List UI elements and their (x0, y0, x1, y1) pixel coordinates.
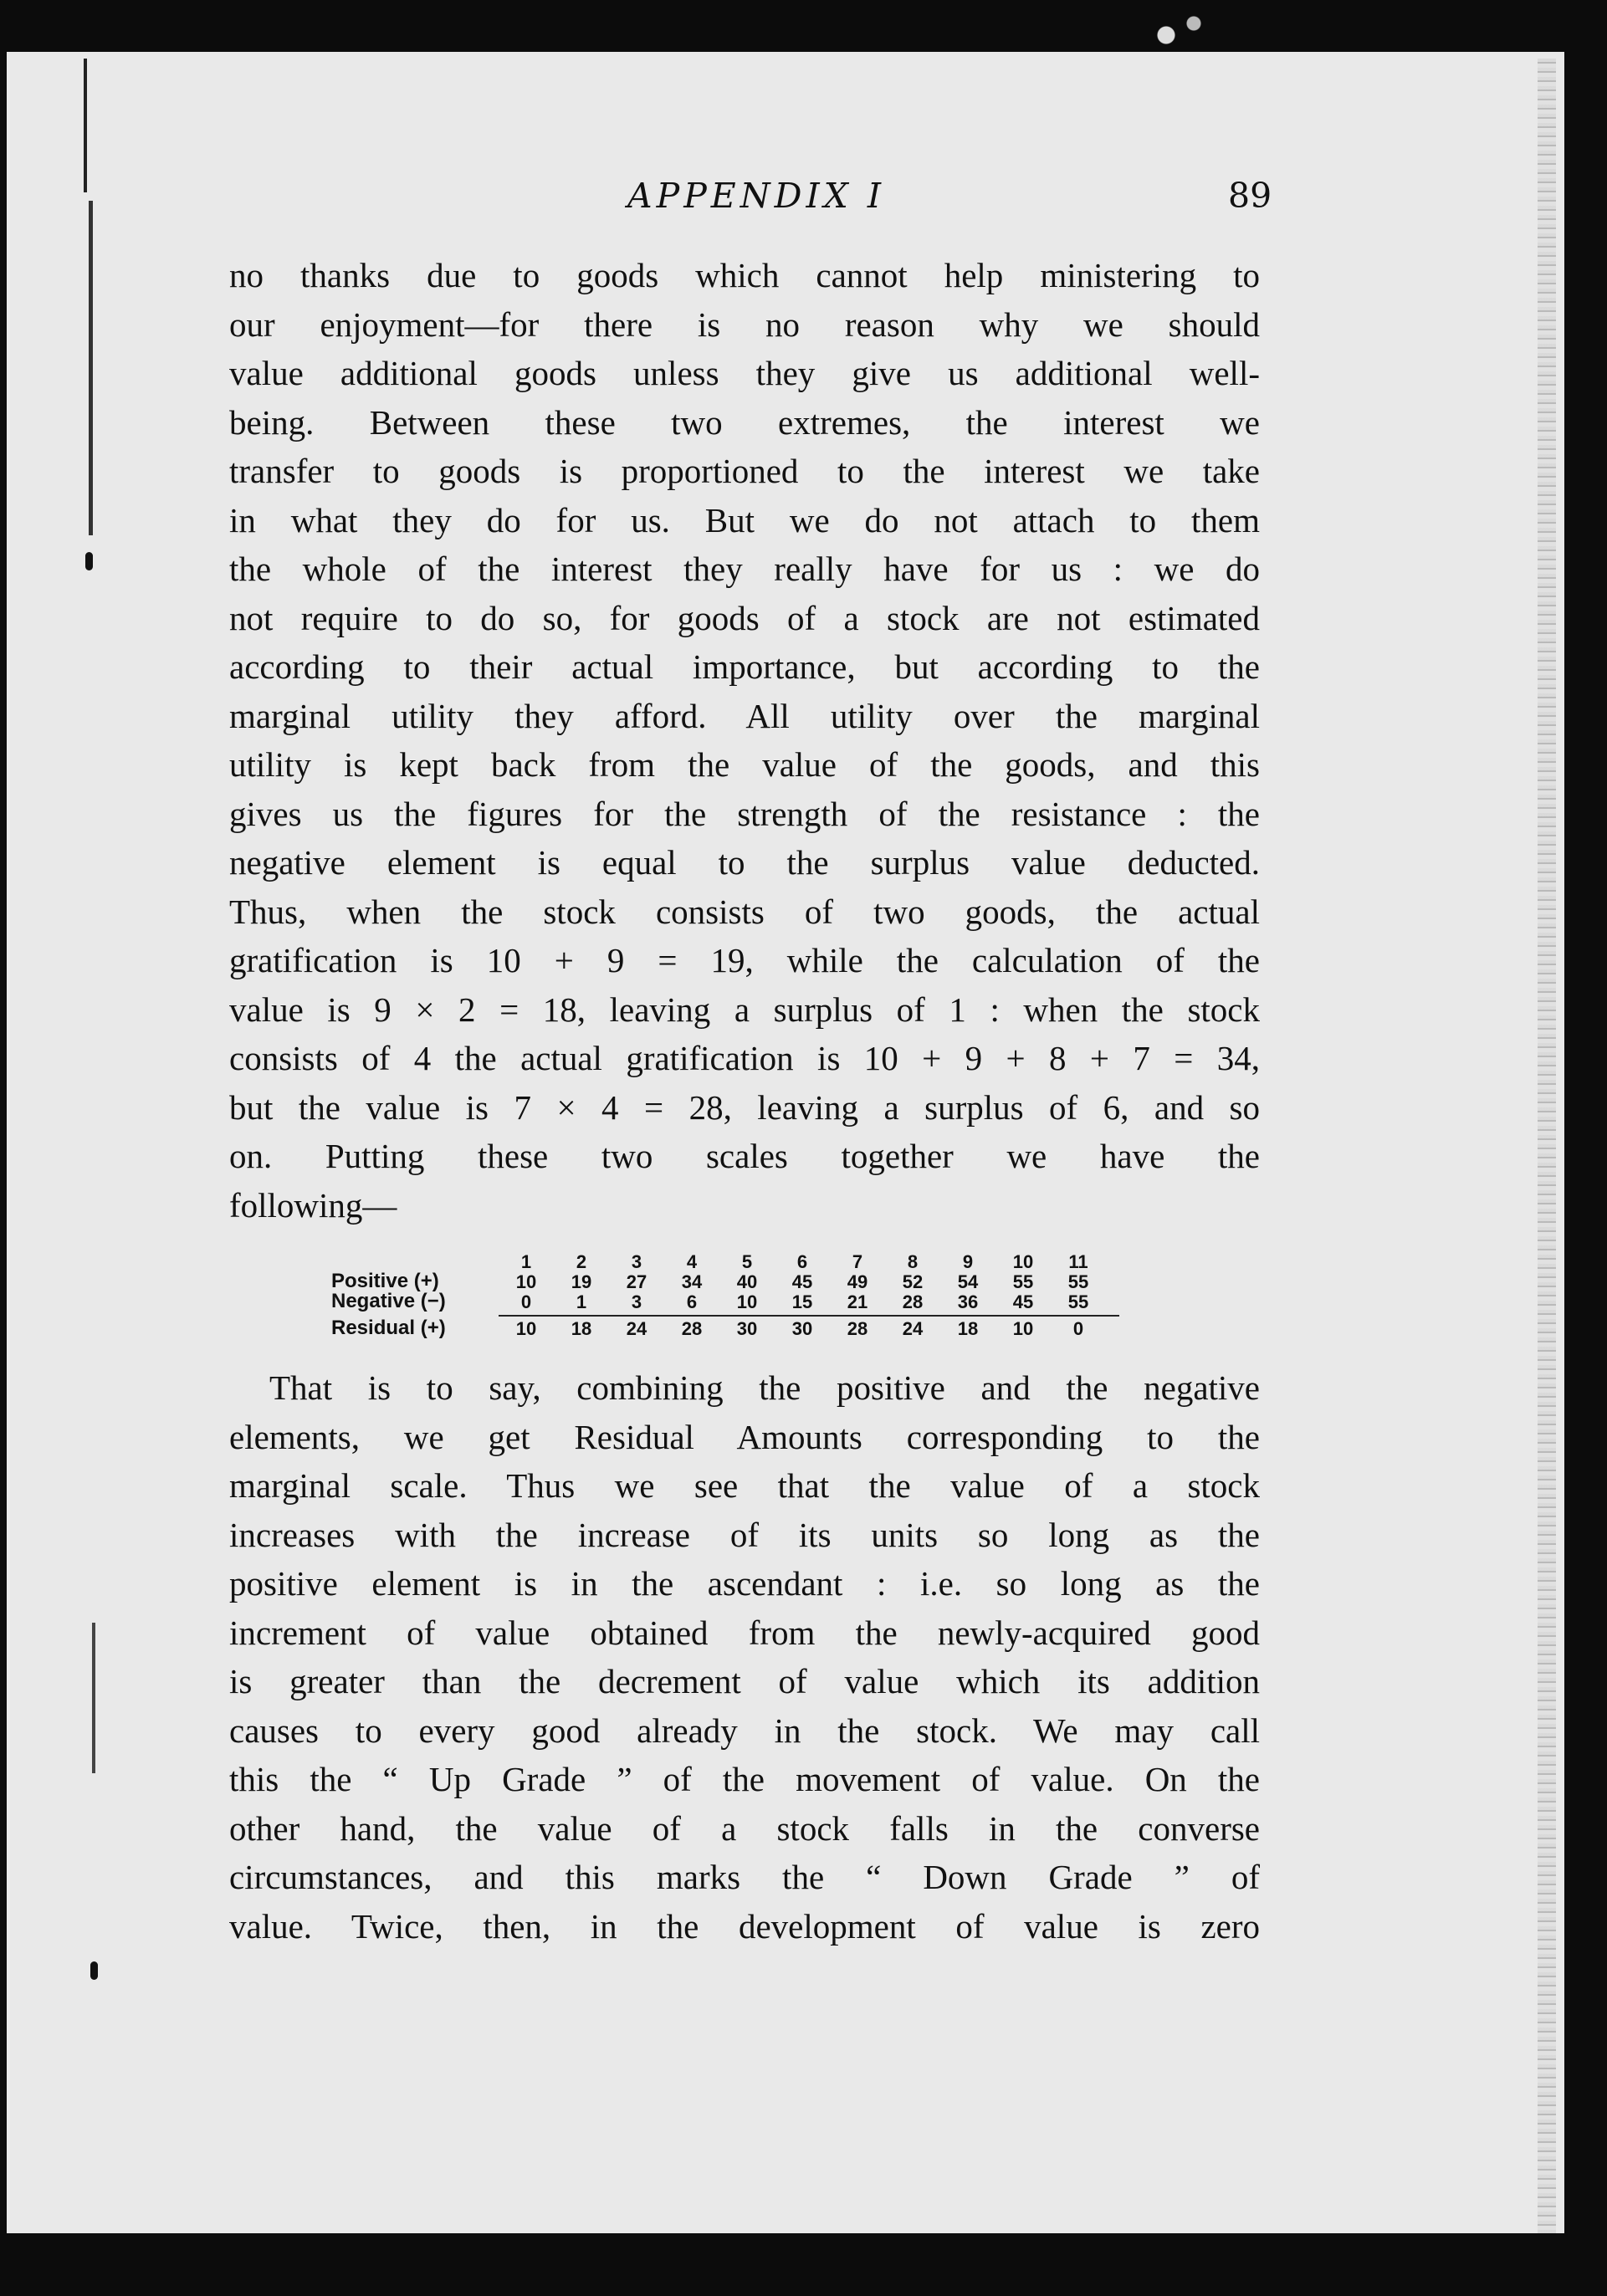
table-cell: 7 (852, 1251, 863, 1272)
text-line: circumstances, and this marks the “ Down Grade ” of (229, 1858, 1260, 1896)
table-cell: 10 (515, 1318, 537, 1339)
table-cell: 15 (791, 1291, 813, 1312)
text-line: Thus, when the stock consists of two goods, the actual (229, 892, 1260, 931)
residual-label: Residual (+) (331, 1317, 446, 1339)
text-line: value is 9 × 2 = 18, leaving a surplus of 1 : when the stock (229, 989, 1260, 1029)
text-line: no thanks due to goods which cannot help ministering to (229, 256, 1260, 294)
running-head: APPENDIX I (627, 176, 886, 216)
table-cell: 18 (571, 1318, 592, 1339)
scan-artifact (1129, 0, 1221, 59)
text-line: transfer to goods is proportioned to the interest we take (229, 452, 1260, 490)
table-cell: 36 (957, 1291, 979, 1312)
text-line: the whole of the interest they really have for us : we do (229, 550, 1260, 588)
table-cell: 11 (1068, 1251, 1088, 1272)
table-cell: 19 (571, 1271, 592, 1292)
text-line: this the “ Up Grade ” of the movement of value. On the (229, 1760, 1260, 1798)
table-cell: 10 (736, 1291, 758, 1312)
table-cell: 6 (686, 1291, 698, 1312)
table-cell: 49 (847, 1271, 868, 1292)
text-line: marginal scale. Thus we see that the value of a stock (229, 1466, 1260, 1505)
table-cell: 55 (1067, 1271, 1089, 1292)
table-cell: 0 (520, 1291, 532, 1312)
page-number: 89 (1228, 176, 1272, 216)
binding-mark (90, 1961, 98, 1980)
text-line: other hand, the value of a stock falls in the converse (229, 1808, 1260, 1848)
negative-row (331, 1290, 1168, 1313)
paragraph (229, 1363, 1260, 1951)
text-line: value. Twice, then, in the development of value is zero (229, 1906, 1260, 1946)
value-scale-table (331, 1253, 1168, 1340)
text-line: marginal utility they afford. All utility over the marginal (229, 696, 1260, 735)
table-cell: 28 (902, 1291, 924, 1312)
text-line: but the value is 7 × 4 = 28, leaving a surplus of 6, and so (229, 1087, 1260, 1127)
table-cell: 55 (1012, 1271, 1034, 1292)
table-cell: 52 (902, 1271, 924, 1292)
text-line: negative element is equal to the surplus value deducted. (229, 843, 1260, 882)
text-line: according to their actual importance, but according to the (229, 647, 1260, 686)
table-cell: 8 (907, 1251, 919, 1272)
table-cell: 28 (681, 1318, 703, 1339)
table-rule (499, 1315, 1119, 1317)
text-line: following— (229, 1185, 397, 1225)
table-cell: 28 (847, 1318, 868, 1339)
binding-rule (89, 201, 93, 535)
binding-rule (92, 1623, 95, 1773)
table-cell: 24 (902, 1318, 924, 1339)
table-cell: 1 (576, 1291, 587, 1312)
text-line: gives us the figures for the strength of the resistance : the (229, 794, 1260, 833)
binding-mark (85, 552, 93, 570)
text-line: is greater than the decrement of value which its addition (229, 1662, 1260, 1700)
table-cell: 0 (1072, 1318, 1084, 1339)
text-line: That is to say, combining the positive and the negative (269, 1368, 1260, 1407)
table-cell: 24 (626, 1318, 647, 1339)
text-line: gratification is 10 + 9 = 19, while the calculation of the (229, 941, 1260, 979)
text-line: our enjoyment—for there is no reason why we should (229, 304, 1260, 344)
table-cell: 10 (1012, 1251, 1034, 1272)
table-cell: 54 (957, 1271, 979, 1292)
paragraph-continuation (229, 251, 1260, 1230)
table-cell: 4 (686, 1251, 698, 1272)
text-line: utility is kept back from the value of the goods, and this (229, 745, 1260, 784)
table-cell: 2 (576, 1251, 587, 1272)
positive-label: Positive (+) (331, 1270, 439, 1292)
table-cell: 45 (1012, 1291, 1034, 1312)
table-cell: 1 (520, 1251, 532, 1272)
table-cell: 18 (957, 1318, 979, 1339)
text-line: value additional goods unless they give us additional well- (229, 354, 1260, 392)
text-line: on. Putting these two scales together we have the (229, 1137, 1260, 1175)
text-line: causes to every good already in the stock. We may call (229, 1710, 1260, 1750)
table-cell: 10 (515, 1271, 537, 1292)
table-cell: 55 (1067, 1291, 1089, 1312)
residual-row (331, 1317, 1168, 1340)
table-cell: 34 (681, 1271, 703, 1292)
negative-label: Negative (−) (331, 1290, 446, 1312)
table-cell: 21 (847, 1291, 868, 1312)
text-line: in what they do for us. But we do not attach to them (229, 500, 1260, 539)
page-header (0, 176, 1607, 226)
text-line: increment of value obtained from the newly-acquired good (229, 1613, 1260, 1652)
table-cell: 10 (1012, 1318, 1034, 1339)
scan-border (0, 2233, 1607, 2296)
table-cell: 30 (736, 1318, 758, 1339)
table-cell: 5 (741, 1251, 753, 1272)
table-cell: 40 (736, 1271, 758, 1292)
text-line: elements, we get Residual Amounts corresponding to the (229, 1417, 1260, 1456)
table-cell: 9 (962, 1251, 974, 1272)
text-line: not require to do so, for goods of a stock are not estimated (229, 598, 1260, 637)
table-cell: 3 (631, 1251, 642, 1272)
text-line: being. Between these two extremes, the interest we (229, 402, 1260, 442)
table-cell: 30 (791, 1318, 813, 1339)
table-cell: 27 (626, 1271, 647, 1292)
page-edge-shadow (1538, 59, 1556, 2242)
table-cell: 3 (631, 1291, 642, 1312)
binding-rule (84, 59, 87, 192)
text-line: consists of 4 the actual gratification is 10 + 9 + 8 + 7 = 34, (229, 1039, 1260, 1077)
table-cell: 45 (791, 1271, 813, 1292)
text-line: increases with the increase of its units so long as the (229, 1515, 1260, 1554)
text-line: positive element is in the ascendant : i.e. so long as the (229, 1564, 1260, 1603)
table-cell: 6 (796, 1251, 808, 1272)
